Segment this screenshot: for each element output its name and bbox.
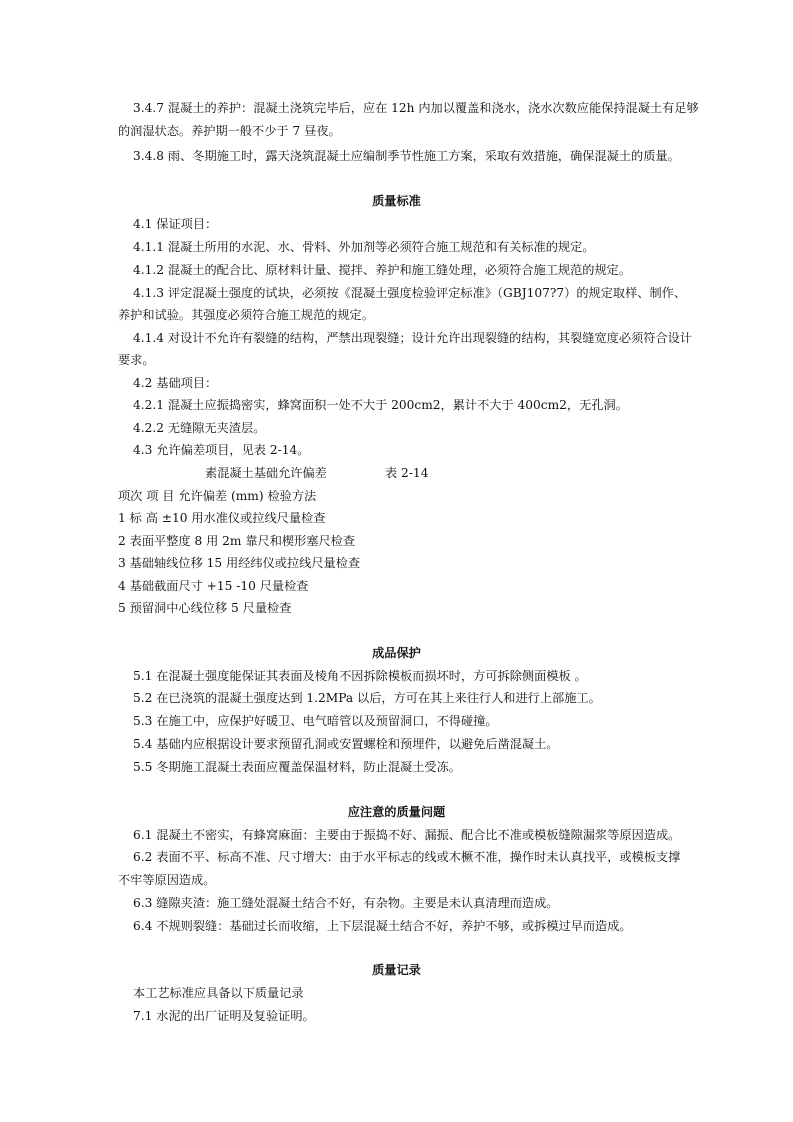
paragraph-6-4: 6.4 不规则裂缝：基础过长而收缩，上下层混凝土结合不好，养护不够，或拆模过早而造成。 [133, 919, 632, 933]
paragraph-6-1: 6.1 混凝土不密实，有蜂窝麻面：主要由于振捣不好、漏振、配合比不准或模板缝隙漏浆等原因造成。 [133, 828, 681, 842]
paragraph-4-1-2: 4.1.2 混凝土的配合比、原材料计量、搅拌、养护和施工缝处理，必须符合施工规范的规定。 [133, 263, 632, 277]
table-title: 素混凝土基础允许偏差 [205, 466, 327, 480]
paragraph-4-1-1: 4.1.1 混凝土所用的水泥、水、骨料、外加剂等必须符合施工规范和有关标准的规定。 [133, 240, 595, 254]
paragraph-4-1-3-cont: 养护和试验。其强度必须符合施工规范的规定。 [118, 308, 374, 322]
section-heading-quality-issues: 应注意的质量问题 [347, 805, 446, 819]
paragraph-7: 本工艺标准应具备以下质量记录 [133, 986, 304, 1000]
section-heading-quality-standard: 质量标准 [372, 194, 421, 208]
paragraph-4-1: 4.1 保证项目： [133, 217, 218, 231]
paragraph-5-2: 5.2 在已浇筑的混凝土强度达到 1.2MPa 以后，方可在其上来往行人和进行上部施工。 [133, 691, 601, 705]
paragraph-4-1-3: 4.1.3 评定混凝土强度的试块，必须按《混凝土强度检验评定标准》（GBJ107?7）的规定取样、制作、 [133, 286, 687, 300]
table-row: 4 基础截面尺寸 +15 -10 尺量检查 [118, 579, 309, 593]
paragraph-3-4-8: 3.4.8 雨、冬期施工时，露天浇筑混凝土应编制季节性施工方案，采取有效措施，确保混凝土的质量。 [133, 149, 680, 163]
paragraph-3-4-7: 3.4.7 混凝土的养护：混凝土浇筑完毕后，应在 12h 内加以覆盖和浇水，浇水次数应能保持混凝土有足够 [133, 101, 699, 115]
paragraph-4-3: 4.3 允许偏差项目，见表 2-14。 [133, 443, 310, 457]
paragraph-3-4-7-cont: 的润湿状态。养护期一般不少于 7 昼夜。 [118, 124, 341, 138]
paragraph-4-1-4: 4.1.4 对设计不允许有裂缝的结构，严禁出现裂缝；设计允许出现裂缝的结构，其裂缝宽度必须符合设计 [133, 331, 692, 345]
table-row: 2 表面平整度 8 用 2m 靠尺和楔形塞尺检查 [118, 534, 356, 548]
paragraph-4-2-2: 4.2.2 无缝隙无夹渣层。 [133, 421, 266, 435]
section-heading-quality-records: 质量记录 [372, 963, 421, 977]
paragraph-5-3: 5.3 在施工中，应保护好暖卫、电气暗管以及预留洞口，不得碰撞。 [133, 714, 498, 728]
table-row: 1 标 高 ±10 用水准仪或拉线尺量检查 [118, 511, 326, 525]
section-heading-product-protection: 成品保护 [372, 646, 421, 660]
paragraph-4-2-1: 4.2.1 混凝土应振捣密实，蜂窝面积一处不大于 200cm2，累计不大于 400cm2，无孔洞。 [133, 398, 628, 412]
table-header-row: 项次 项 目 允许偏差 (mm) 检验方法 [118, 489, 317, 503]
paragraph-4-1-4-cont: 要求。 [118, 353, 155, 367]
table-number: 表 2-14 [385, 466, 429, 480]
paragraph-7-1: 7.1 水泥的出厂证明及复验证明。 [133, 1009, 315, 1023]
paragraph-6-3: 6.3 缝隙夹渣：施工缝处混凝土结合不好，有杂物。主要是未认真清理而造成。 [133, 896, 559, 910]
paragraph-6-2: 6.2 表面不平、标高不准、尺寸增大：由于水平标志的线或木橛不准，操作时未认真找平，或模板支撑 [133, 850, 681, 864]
paragraph-4-2: 4.2 基础项目： [133, 376, 218, 390]
paragraph-6-2-cont: 不牢等原因造成。 [118, 873, 216, 887]
paragraph-5-4: 5.4 基础内应根据设计要求预留孔洞或安置螺栓和预埋件，以避免后凿混凝土。 [133, 737, 559, 751]
table-row: 5 预留洞中心线位移 5 尺量检查 [118, 601, 292, 615]
paragraph-5-5: 5.5 冬期施工混凝土表面应覆盖保温材料，防止混凝土受冻。 [133, 760, 461, 774]
paragraph-5-1: 5.1 在混凝土强度能保证其表面及棱角不因拆除模板而损坏时，方可拆除侧面模板 。 [133, 669, 587, 683]
table-row: 3 基础轴线位移 15 用经纬仪或拉线尺量检查 [118, 556, 361, 570]
